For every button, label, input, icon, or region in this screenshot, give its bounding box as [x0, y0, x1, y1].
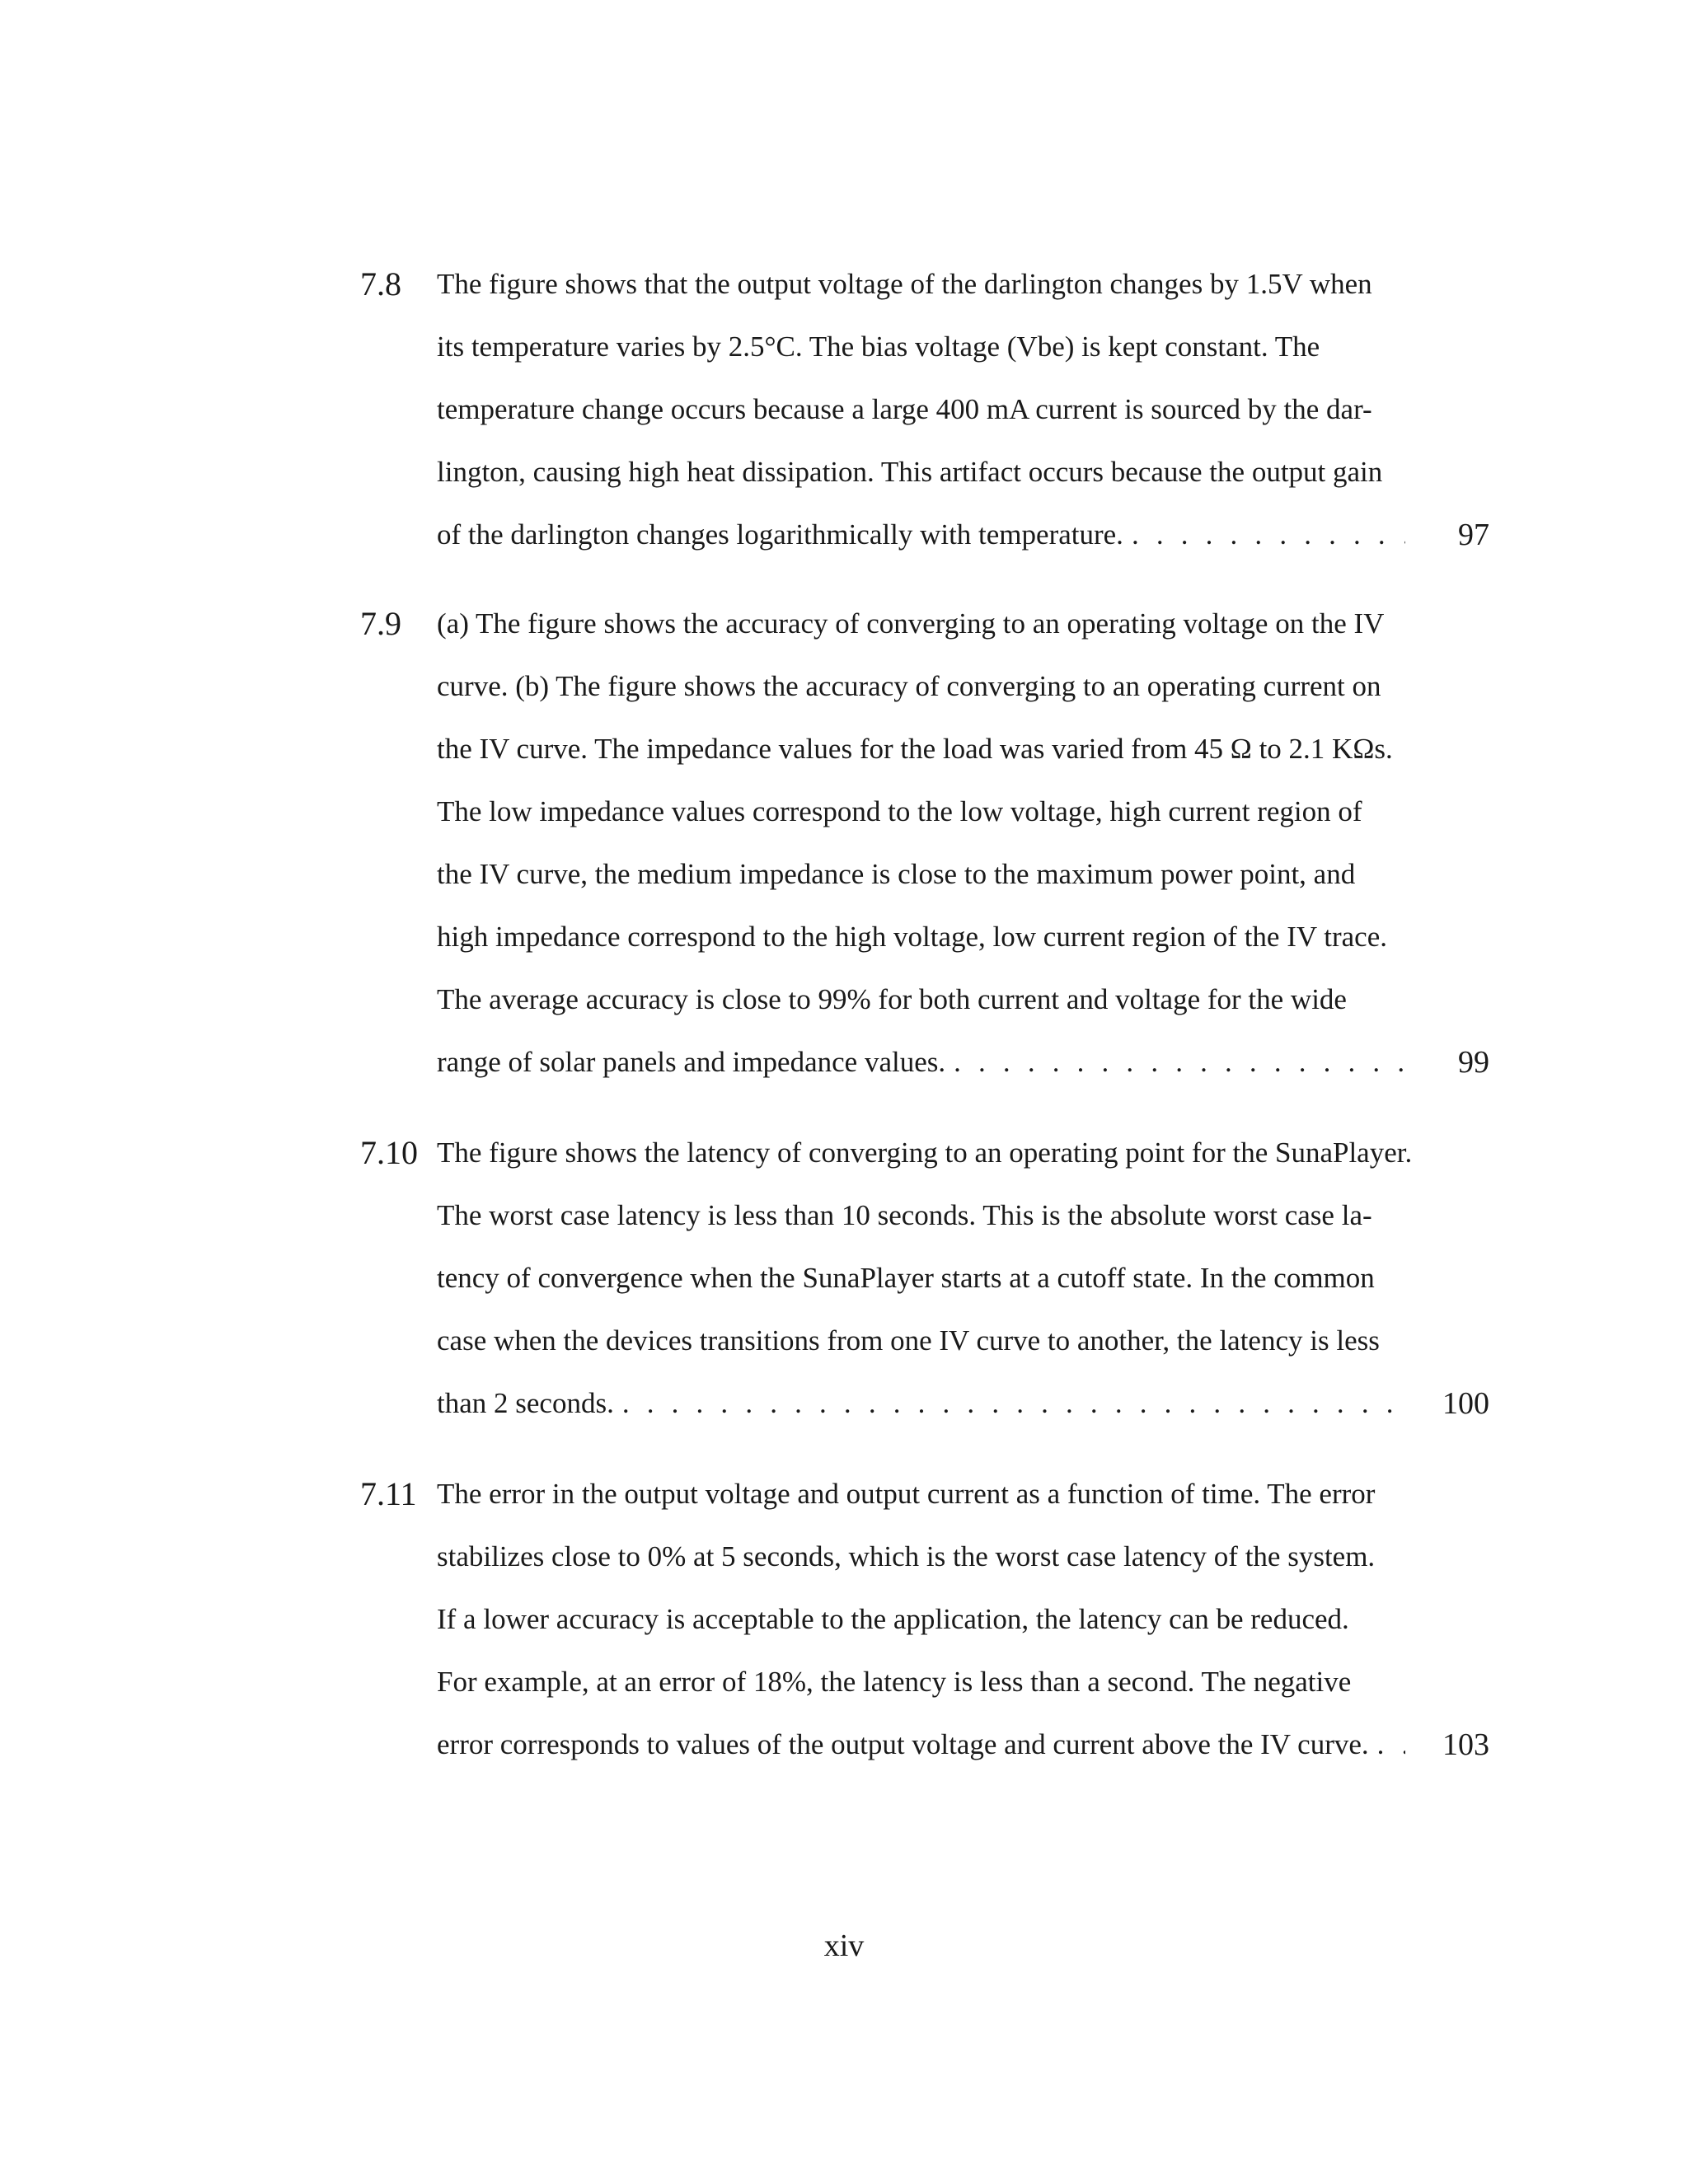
caption-line: its temperature varies by 2.5°C. The bias voltage (Vbe) is kept constant. The — [437, 330, 1320, 363]
caption-line: lington, causing high heat dissipation. This artifact occurs because the output gain — [437, 456, 1383, 488]
page-footer-label: xiv — [823, 1929, 865, 1963]
toc-entry-7-11[interactable] — [360, 1463, 1489, 1776]
caption-line: curve. (b) The figure shows the accuracy of converging to an operating current on — [437, 670, 1381, 702]
caption-line: the IV curve. The impedance values for the load was varied from 45 Ω to 2.1 KΩs. — [437, 733, 1393, 765]
page-number[interactable]: 103 — [1442, 1727, 1489, 1762]
caption-line: The worst case latency is less than 10 seconds. This is the absolute worst case la- — [437, 1199, 1372, 1231]
caption-line: stabilizes close to 0% at 5 seconds, which is the worst case latency of the system. — [437, 1540, 1376, 1572]
entry-caption — [437, 253, 1405, 566]
caption-last-line — [437, 1031, 1405, 1094]
caption-line: If a lower accuracy is acceptable to the application, the latency can be reduced. — [437, 1603, 1349, 1635]
caption-line: The figure shows that the output voltage of the darlington changes by 1.5V when — [437, 268, 1372, 300]
caption-line: The average accuracy is close to 99% for both current and voltage for the wide — [437, 983, 1347, 1015]
entry-number: 7.8 — [360, 265, 401, 302]
caption-last-line — [437, 1713, 1405, 1776]
caption-line: error corresponds to values of the output voltage and current above the IV curve. — [437, 1728, 1369, 1760]
caption-last-line — [437, 1372, 1405, 1435]
caption-line: The low impedance values correspond to the low voltage, high current region of — [437, 795, 1362, 827]
caption-line: high impedance correspond to the high voltage, low current region of the IV trace. — [437, 921, 1388, 953]
entry-caption — [437, 593, 1405, 1094]
entry-number: 7.10 — [360, 1134, 418, 1171]
toc-entry-7-8[interactable] — [360, 253, 1489, 566]
entry-caption — [437, 1122, 1413, 1435]
caption-last-line — [437, 504, 1405, 566]
dot-leader — [1123, 504, 1405, 566]
page-number[interactable]: 100 — [1442, 1386, 1489, 1421]
page-number[interactable]: 97 — [1458, 518, 1489, 552]
caption-line: For example, at an error of 18%, the latency is less than a second. The negative — [437, 1666, 1352, 1698]
page-number[interactable]: 99 — [1458, 1045, 1489, 1080]
dot-leader — [1369, 1713, 1405, 1776]
caption-line: range of solar panels and impedance values. — [437, 1046, 946, 1078]
caption-line: of the darlington changes logarithmically with temperature. — [437, 518, 1123, 551]
caption-line: case when the devices transitions from one IV curve to another, the latency is less — [437, 1324, 1380, 1357]
entry-number: 7.11 — [360, 1475, 417, 1512]
entry-number: 7.9 — [360, 605, 401, 642]
caption-line: the IV curve, the medium impedance is close to the maximum power point, and — [437, 858, 1356, 890]
caption-line: The error in the output voltage and output current as a function of time. The error — [437, 1478, 1376, 1510]
dot-leader — [945, 1031, 1405, 1094]
entry-caption — [437, 1463, 1405, 1776]
toc-entry-7-9[interactable] — [360, 593, 1489, 1094]
toc-entry-7-10[interactable] — [360, 1122, 1489, 1435]
dot-leader — [614, 1372, 1405, 1435]
caption-line: (a) The figure shows the accuracy of converging to an operating voltage on the IV — [437, 607, 1385, 640]
caption-line: temperature change occurs because a large 400 mA current is sourced by the dar- — [437, 393, 1372, 425]
caption-line: than 2 seconds. — [437, 1387, 614, 1419]
caption-line: The figure shows the latency of converging to an operating point for the SunaPlayer. — [437, 1137, 1413, 1169]
caption-line: tency of convergence when the SunaPlayer starts at a cutoff state. In the common — [437, 1262, 1375, 1294]
